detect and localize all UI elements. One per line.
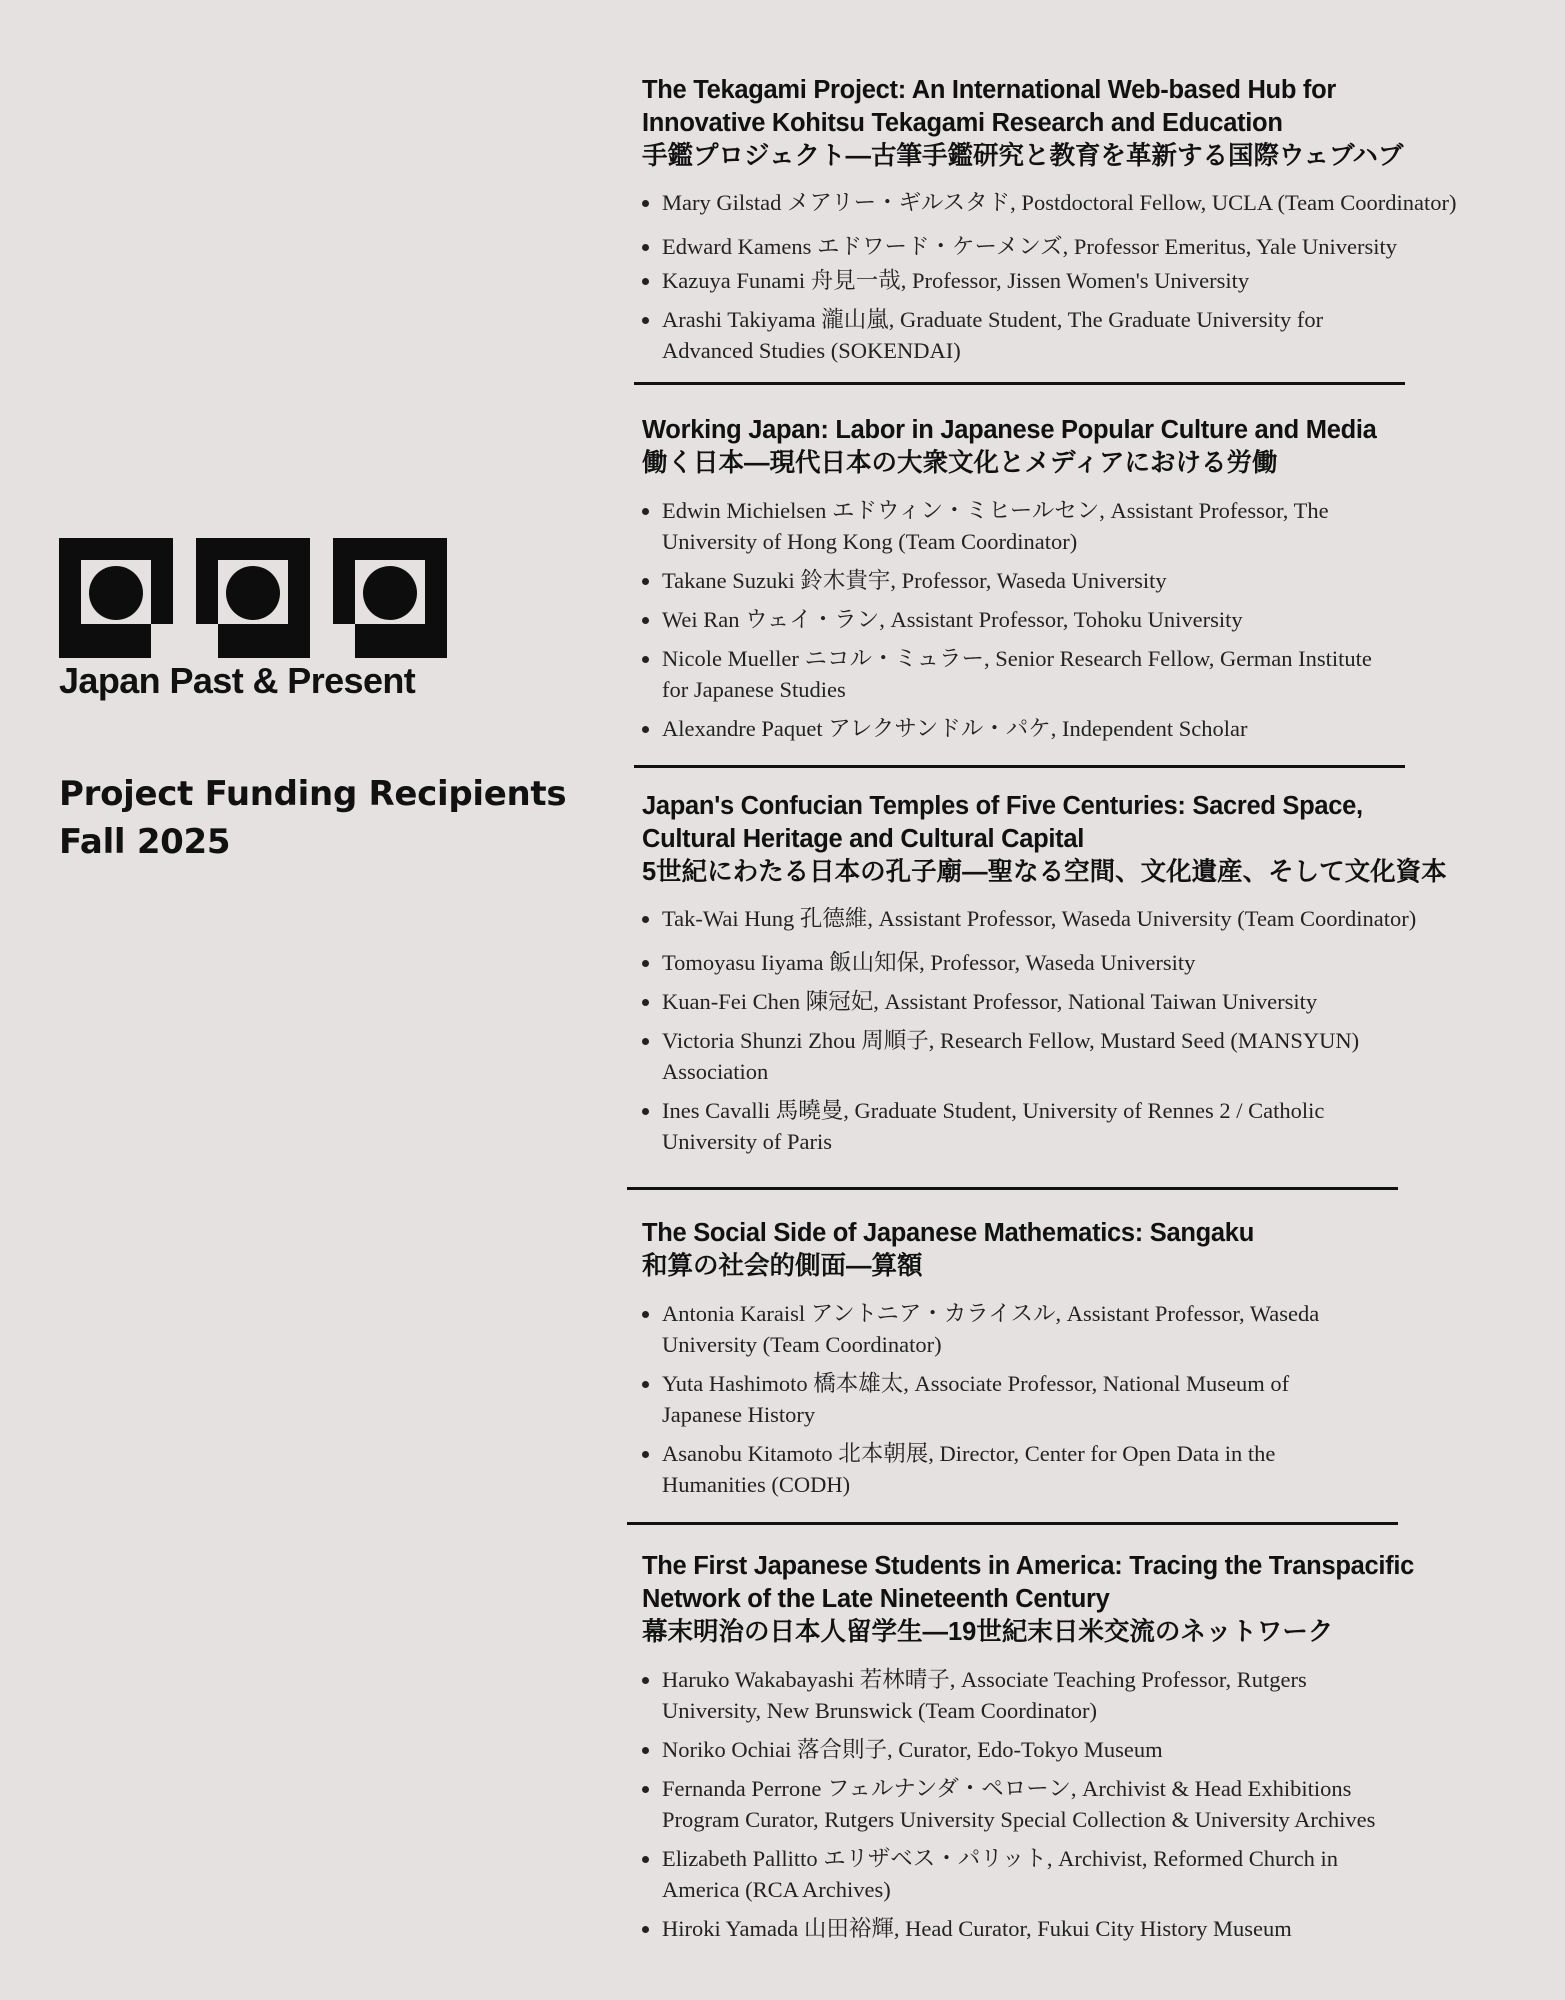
project-section (642, 1550, 1522, 1944)
member-item: Victoria Shunzi Zhou 周順子, Research Fellow, Mustard Seed (MANSYUN) (642, 1025, 1522, 1056)
member-item: Takane Suzuki 鈴木貴宇, Professor, Waseda University (642, 565, 1522, 596)
project-title-jp: 5世紀にわたる日本の孔子廟—聖なる空間、文化遺産、そして文化資本 (642, 858, 1447, 886)
member-item: Alexandre Paquet アレクサンドル・パケ, Independent Scholar (642, 713, 1522, 744)
member-item: Tak-Wai Hung 孔德維, Assistant Professor, Waseda University (Team Coordinator) (642, 903, 1522, 934)
member-item: Mary Gilstad メアリー・ギルスタド, Postdoctoral Fellow, UCLA (Team Coordinator) (642, 187, 1522, 218)
member-item-continued: University, New Brunswick (Team Coordinator) (662, 1698, 1097, 1723)
member-item: Antonia Karaisl アントニア・カライスル, Assistant Professor, Waseda (642, 1298, 1522, 1329)
member-item-continued: America (RCA Archives) (662, 1877, 891, 1902)
project-title-en: Cultural Heritage and Cultural Capital (642, 825, 1084, 853)
section-divider (634, 765, 1405, 768)
member-item: Noriko Ochiai 落合則子, Curator, Edo-Tokyo Museum (642, 1734, 1522, 1765)
member-item: Haruko Wakabayashi 若林晴子, Associate Teaching Professor, Rutgers (642, 1664, 1522, 1695)
member-list (642, 495, 1522, 744)
member-item: Wei Ran ウェイ・ラン, Assistant Professor, Tohoku University (642, 604, 1522, 635)
member-item: Kazuya Funami 舟見一哉, Professor, Jissen Women's University (642, 265, 1522, 296)
member-item: Hiroki Yamada 山田裕輝, Head Curator, Fukui City History Museum (642, 1913, 1522, 1944)
member-item: Edwin Michielsen エドウィン・ミヒールセン, Assistant Professor, The (642, 495, 1522, 526)
member-item: Asanobu Kitamoto 北本朝展, Director, Center for Open Data in the (642, 1438, 1522, 1469)
member-item: Elizabeth Pallitto エリザベス・パリット, Archivist, Reformed Church in (642, 1843, 1522, 1874)
member-item: Tomoyasu Iiyama 飯山知保, Professor, Waseda University (642, 947, 1522, 978)
member-item: Edward Kamens エドワード・ケーメンズ, Professor Emeritus, Yale University (642, 231, 1522, 262)
project-title-en: The First Japanese Students in America: Tracing the Transpacific (642, 1552, 1415, 1580)
project-title-en: The Social Side of Japanese Mathematics: Sangaku (642, 1219, 1254, 1247)
jpp-logo (59, 538, 447, 658)
page-title-line: Fall 2025 (59, 822, 231, 862)
project-title-en: Innovative Kohitsu Tekagami Research and Education (642, 109, 1283, 137)
project-section (642, 414, 1522, 744)
member-item: Ines Cavalli 馬曉曼, Graduate Student, University of Rennes 2 / Catholic (642, 1095, 1522, 1126)
page-title (59, 770, 566, 866)
member-item-continued: Association (662, 1059, 769, 1084)
member-item-continued: University (Team Coordinator) (662, 1332, 942, 1357)
member-list (642, 187, 1522, 366)
member-list (642, 1298, 1522, 1500)
member-item-continued: Japanese History (662, 1402, 816, 1427)
section-divider (634, 382, 1405, 385)
project-title-en: Network of the Late Nineteenth Century (642, 1585, 1110, 1613)
project-title-en: Japan's Confucian Temples of Five Centuries: Sacred Space, (642, 792, 1363, 820)
project-title-jp: 幕末明治の日本人留学生—19世紀末日米交流のネットワーク (642, 1618, 1334, 1646)
project-title-jp: 和算の社会的側面—算額 (642, 1252, 923, 1280)
brand-name: Japan Past & Present (59, 660, 416, 701)
project-title-jp: 手鑑プロジェクト—古筆手鑑研究と教育を革新する国際ウェブハブ (642, 142, 1404, 170)
jpp-logo-mark (59, 538, 447, 658)
section-divider (627, 1187, 1398, 1190)
member-item: Yuta Hashimoto 橋本雄太, Associate Professor, National Museum of (642, 1368, 1522, 1399)
project-title (642, 790, 1522, 889)
member-item-continued: Humanities (CODH) (662, 1472, 851, 1497)
project-title-jp: 働く日本—現代日本の大衆文化とメディアにおける労働 (642, 449, 1278, 477)
project-title (642, 414, 1522, 480)
member-list (642, 1664, 1522, 1944)
project-title (642, 74, 1522, 173)
section-divider (627, 1522, 1398, 1525)
member-item: Fernanda Perrone フェルナンダ・ペローン, Archivist & Head Exhibitions (642, 1773, 1522, 1804)
member-item-continued: for Japanese Studies (662, 677, 846, 702)
project-section (642, 74, 1522, 366)
project-title (642, 1217, 1522, 1283)
member-item: Nicole Mueller ニコル・ミュラー, Senior Research Fellow, German Institute (642, 643, 1522, 674)
member-item-continued: Advanced Studies (SOKENDAI) (662, 338, 961, 363)
member-item-continued: University of Hong Kong (Team Coordinator) (662, 529, 1078, 554)
project-title-en: The Tekagami Project: An International Web-based Hub for (642, 76, 1336, 104)
project-section (642, 1217, 1522, 1500)
member-item-continued: University of Paris (662, 1129, 832, 1154)
project-title-en: Working Japan: Labor in Japanese Popular Culture and Media (642, 416, 1377, 444)
member-list (642, 903, 1522, 1157)
page-title-line: Project Funding Recipients (59, 774, 567, 814)
member-item: Arashi Takiyama 瀧山嵐, Graduate Student, The Graduate University for (642, 304, 1522, 335)
project-title (642, 1550, 1522, 1649)
member-item-continued: Program Curator, Rutgers University Special Collection & University Archives (662, 1807, 1376, 1832)
member-item: Kuan-Fei Chen 陳冠妃, Assistant Professor, National Taiwan University (642, 986, 1522, 1017)
project-section (642, 790, 1522, 1157)
